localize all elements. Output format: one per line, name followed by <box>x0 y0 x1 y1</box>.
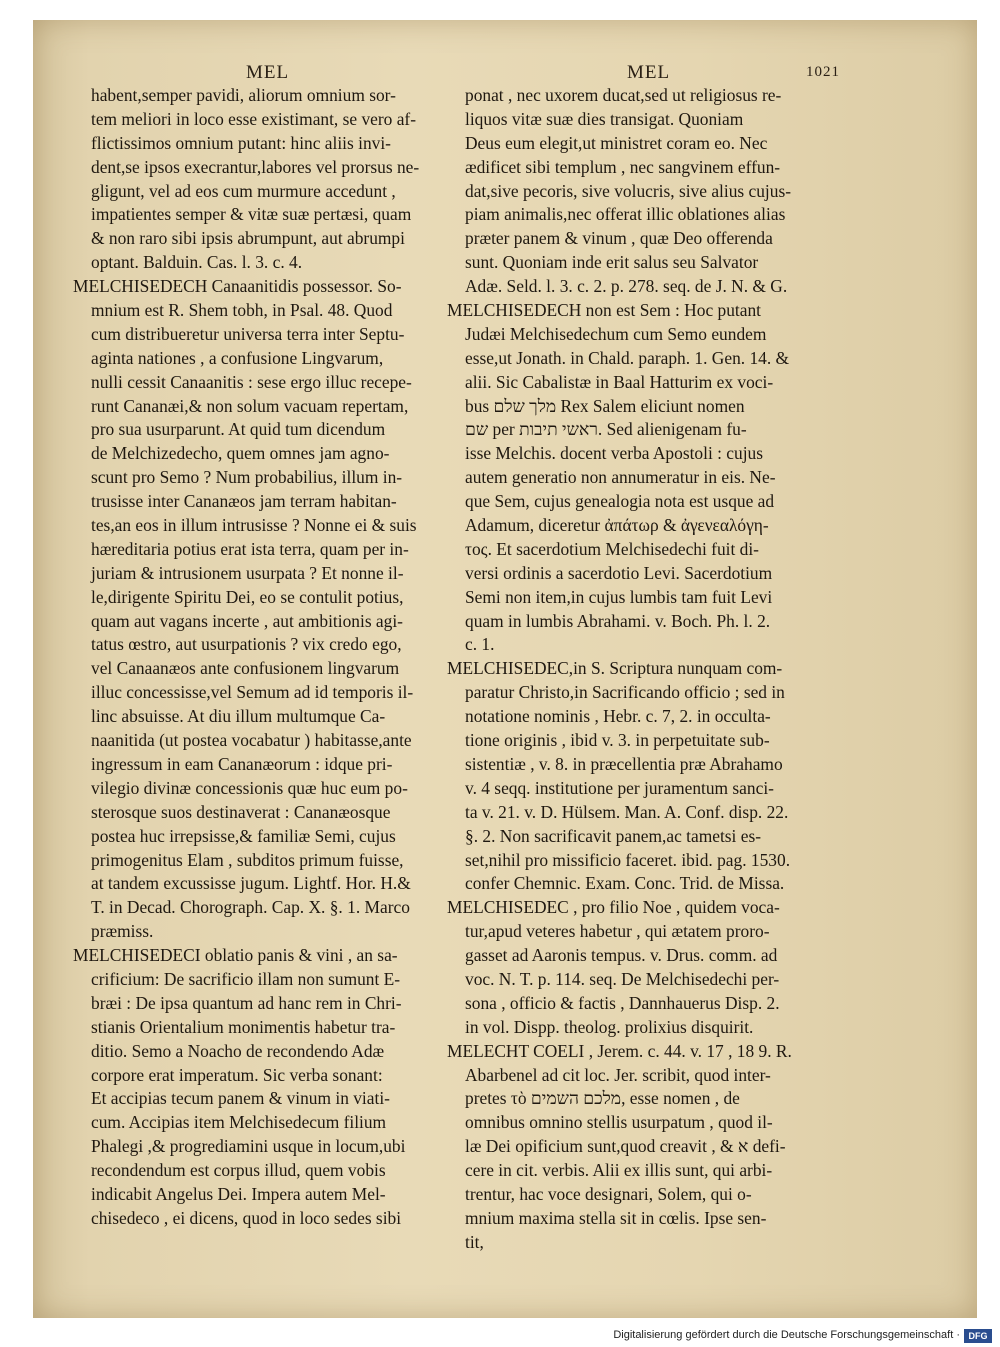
text-line: juriam & intrusionem usurpata ? Et nonne il- <box>91 562 404 583</box>
text-line: præmiss. <box>91 921 154 942</box>
text-line: tem meliori in loco esse existimant, se vero af- <box>91 108 417 129</box>
text-line: bus מלך שלם Rex Salem eliciunt nomen <box>465 395 745 416</box>
book-page <box>33 20 977 1318</box>
text-line: autem generatio non annumeratur in eis. Ne- <box>465 467 776 488</box>
text-line: ditio. Semo a Noacho de recondendo Adæ <box>91 1040 385 1061</box>
text-line: sistentiæ , v. 8. in præcellentia præ Abrahamo <box>465 753 783 774</box>
text-line: gligunt, vel ad eos cum murmure accedunt , <box>91 180 396 201</box>
text-line: corpore erat imperatum. Sic verba sonant: <box>91 1064 383 1085</box>
text-line: vel Canaanæos ante confusionem lingvarum <box>91 658 400 679</box>
digitization-footer <box>0 1326 1000 1347</box>
text-line: ponat , nec uxorem ducat,sed ut religiosus re- <box>465 85 782 105</box>
left-column-text <box>73 84 420 1231</box>
text-line: Adamum, diceretur ἀπάτωρ & ἀγενεαλόγη- <box>465 515 769 536</box>
text-line: præter panem & vinum , quæ Deo offerenda <box>465 228 773 249</box>
text-line: & non raro sibi ipsis abrumpunt, aut abrumpi <box>91 228 405 249</box>
text-line: illuc concessisse,vel Semum ad id temporis il- <box>91 682 414 703</box>
text-line: esse,ut Jonath. in Chald. paraph. 1. Gen. 14. & <box>465 347 790 368</box>
text-line: pro sua usurparunt. At quid tum dicendum <box>91 419 386 440</box>
text-line: Semi non item,in cujus lumbis tam fuit Levi <box>465 586 773 607</box>
text-line: le,dirigente Spiritu Dei, eo se contulit potius, <box>91 586 404 607</box>
text-line: cum. Accipias item Melchisedecum filium <box>91 1112 387 1133</box>
text-line: aginta nationes , a confusione Lingvarum, <box>91 347 384 368</box>
text-line: set,nihil pro missificio faceret. ibid. pag. 1530. <box>465 849 791 870</box>
page-number: 1021 <box>806 64 840 80</box>
text-line: τος. Et sacerdotium Melchisedechi fuit di- <box>465 538 759 559</box>
text-line: Et accipias tecum panem & vinum in viati- <box>91 1088 390 1109</box>
text-line: MELCHISEDECI oblatio panis & vini , an sa- <box>73 945 398 966</box>
text-line: tit, <box>465 1231 484 1252</box>
text-line: in vol. Dispp. theolog. prolixius disquirit. <box>465 1016 754 1037</box>
text-line: que Sem, cujus genealogia nota est usque ad <box>465 491 775 512</box>
text-line: cere in cit. verbis. Alii ex illis sunt, qui arbi- <box>465 1160 773 1181</box>
text-line: sterosque suos destinaverat : Cananæosque <box>91 801 391 822</box>
text-line: notatione nominis , Hebr. c. 7, 2. in occulta- <box>465 706 771 727</box>
text-line: vilegio divinæ concessionis quæ huc eum po- <box>91 777 408 798</box>
text-line: crificium: De sacrificio illam non sumunt E- <box>91 968 401 989</box>
text-line: de Melchizedecho, quem omnes jam agno- <box>91 443 390 464</box>
text-line: cum distribueretur universa terra inter Septu- <box>91 323 405 344</box>
text-line: hæreditaria potius erat ista terra, quam per in- <box>91 538 409 559</box>
text-line: omnibus omnino stellis usurpatum , quod il- <box>465 1112 773 1133</box>
text-line: flictissimos omnium putant: hinc aliis invi- <box>91 132 391 153</box>
text-line: MELCHISEDEC , pro filio Noe , quidem voca- <box>447 897 780 918</box>
text-line: voc. N. T. p. 114. seq. De Melchisedechi per- <box>465 968 780 989</box>
text-line: optant. Balduin. Cas. l. 3. c. 4. <box>91 252 303 273</box>
text-line: sona , officio & factis , Dannhauerus Disp. 2. <box>465 992 780 1013</box>
text-line: confer Chemnic. Exam. Conc. Trid. de Missa. <box>465 873 785 894</box>
text-line: quam in lumbis Abrahami. v. Boch. Ph. l. 2. <box>465 610 771 631</box>
text-line: gasset ad Aaronis tempus. v. Drus. comm. ad <box>465 945 778 966</box>
text-line: recondendum est corpus illud, quem vobis <box>91 1160 386 1181</box>
text-line: MELCHISEDECH non est Sem : Hoc putant <box>447 300 761 321</box>
text-line: paratur Christo,in Sacrificando officio ; sed in <box>465 682 785 703</box>
text-line: naanitida (ut postea vocabatur ) habitasse,ante <box>91 730 412 751</box>
text-line: quam aut vagans incerte , aut ambitionis agi- <box>91 610 403 631</box>
running-head-right: MEL <box>627 62 671 83</box>
text-line: §. 2. Non sacrificavit panem,ac tametsi es- <box>465 825 762 846</box>
text-line: trusisse inter Cananæos jam terram habitan- <box>91 491 397 512</box>
text-line: mnium est R. Shem tobh, in Psal. 48. Quod <box>91 300 393 321</box>
text-line: Deus eum elegit,ut ministret coram eo. Nec <box>465 132 768 153</box>
text-line: bræi : De ipsa quantum ad hanc rem in Chri- <box>91 992 402 1013</box>
text-line: dat,sive pecoris, sive volucris, sive alius cujus- <box>465 180 792 201</box>
text-line: MELCHISEDECH Canaanitidis possessor. So- <box>73 276 402 297</box>
text-line: impatientes semper & vitæ suæ pertæsi, quam <box>91 204 412 225</box>
text-line: nulli cessit Canaanitis : sese ergo illuc recepe- <box>91 371 412 392</box>
text-line: ta v. 21. v. D. Hülsem. Man. A. Conf. disp. 22. <box>465 801 789 822</box>
text-line: pretes τὸ מלכם השמים, esse nomen , de <box>465 1088 740 1109</box>
text-line: Phalegi ,& progrediamini usque in locum,ubi <box>91 1136 406 1157</box>
text-line: at tandem excussisse jugum. Lightf. Hor. H.& <box>91 873 411 894</box>
text-line: habent,semper pavidi, aliorum omnium sor- <box>91 85 396 105</box>
text-line: primogenitus Elam , subditos primum fuisse, <box>91 849 404 870</box>
text-line: isse Melchis. docent verba Apostoli : cujus <box>465 443 764 464</box>
text-line: Judæi Melchisedechum cum Semo eundem <box>465 323 767 344</box>
text-line: alii. Sic Cabalistæ in Baal Hatturim ex voci- <box>465 371 774 392</box>
text-line: ingressum in eam Cananæorum : idque pri- <box>91 753 393 774</box>
text-line: chisedeco , ei dicens, quod in loco sedes sibi <box>91 1207 402 1228</box>
text-line: MELECHT COELI , Jerem. c. 44. v. 17 , 18 9. R. <box>447 1040 792 1061</box>
text-line: runt Cananæi,& non solum vacuam repertam, <box>91 395 409 416</box>
text-line: indicabit Angelus Dei. Impera autem Mel- <box>91 1183 386 1204</box>
text-line: dent,se ipsos execrantur,labores vel prorsus ne- <box>91 156 420 177</box>
text-line: Abarbenel ad cit loc. Jer. scribit, quod inter- <box>465 1064 771 1085</box>
text-line: T. in Decad. Chorograph. Cap. X. §. 1. Marco <box>91 897 410 918</box>
text-line: tione originis , ibid v. 3. in perpetuitate sub- <box>465 730 770 751</box>
text-line: tatus œstro, aut usurpationis ? vix credo ego, <box>91 634 402 655</box>
text-line: stianis Orientalium monimentis habetur tra- <box>91 1016 396 1037</box>
text-line: liquos vitæ suæ dies transigat. Quoniam <box>465 108 744 129</box>
text-line: tes,an eos in illum intrusisse ? Nonne ei & suis <box>91 515 417 536</box>
text-line: Adæ. Seld. l. 3. c. 2. p. 278. seq. de J. N. & G. <box>465 276 788 297</box>
footer-credit: Digitalisierung gefördert durch die Deutsche Forschungsgemeinschaft · <box>613 1329 960 1341</box>
text-line: v. 4 seqq. institutione per juramentum sanci- <box>465 777 774 798</box>
text-line: linc absuisse. At diu illum multumque Ca- <box>91 706 386 727</box>
running-head-left: MEL <box>246 62 290 83</box>
text-line: scunt pro Semo ? Num probabilius, illum in- <box>91 467 403 488</box>
text-line: læ Dei opificium sunt,quod creavit , & א defi- <box>465 1136 786 1157</box>
text-line: piam animalis,nec offerat illic oblationes alias <box>465 204 786 225</box>
text-line: ædificet sibi templum , nec sangvinem effun- <box>465 156 781 177</box>
text-line: mnium maxima stella sit in cœlis. Ipse sen- <box>465 1207 767 1228</box>
text-line: postea huc irrepsisse,& familiæ Semi, cujus <box>91 825 396 846</box>
right-column-text <box>447 84 792 1255</box>
text-line: שם per ראשי תיבות. Sed alienigenam fu- <box>465 419 747 440</box>
text-line: MELCHISEDEC,in S. Scriptura nunquam com- <box>447 658 783 679</box>
text-line: versi ordinis a sacerdotio Levi. Sacerdotium <box>465 562 773 583</box>
text-line: c. 1. <box>465 634 495 655</box>
text-line: tur,apud veteres habetur , qui ætatem proro- <box>465 921 770 942</box>
text-line: sunt. Quoniam inde erit salus seu Salvator <box>465 252 759 273</box>
dfg-logo-icon: DFG <box>964 1329 992 1343</box>
text-line: trentur, hac voce designari, Solem, qui o- <box>465 1183 752 1204</box>
